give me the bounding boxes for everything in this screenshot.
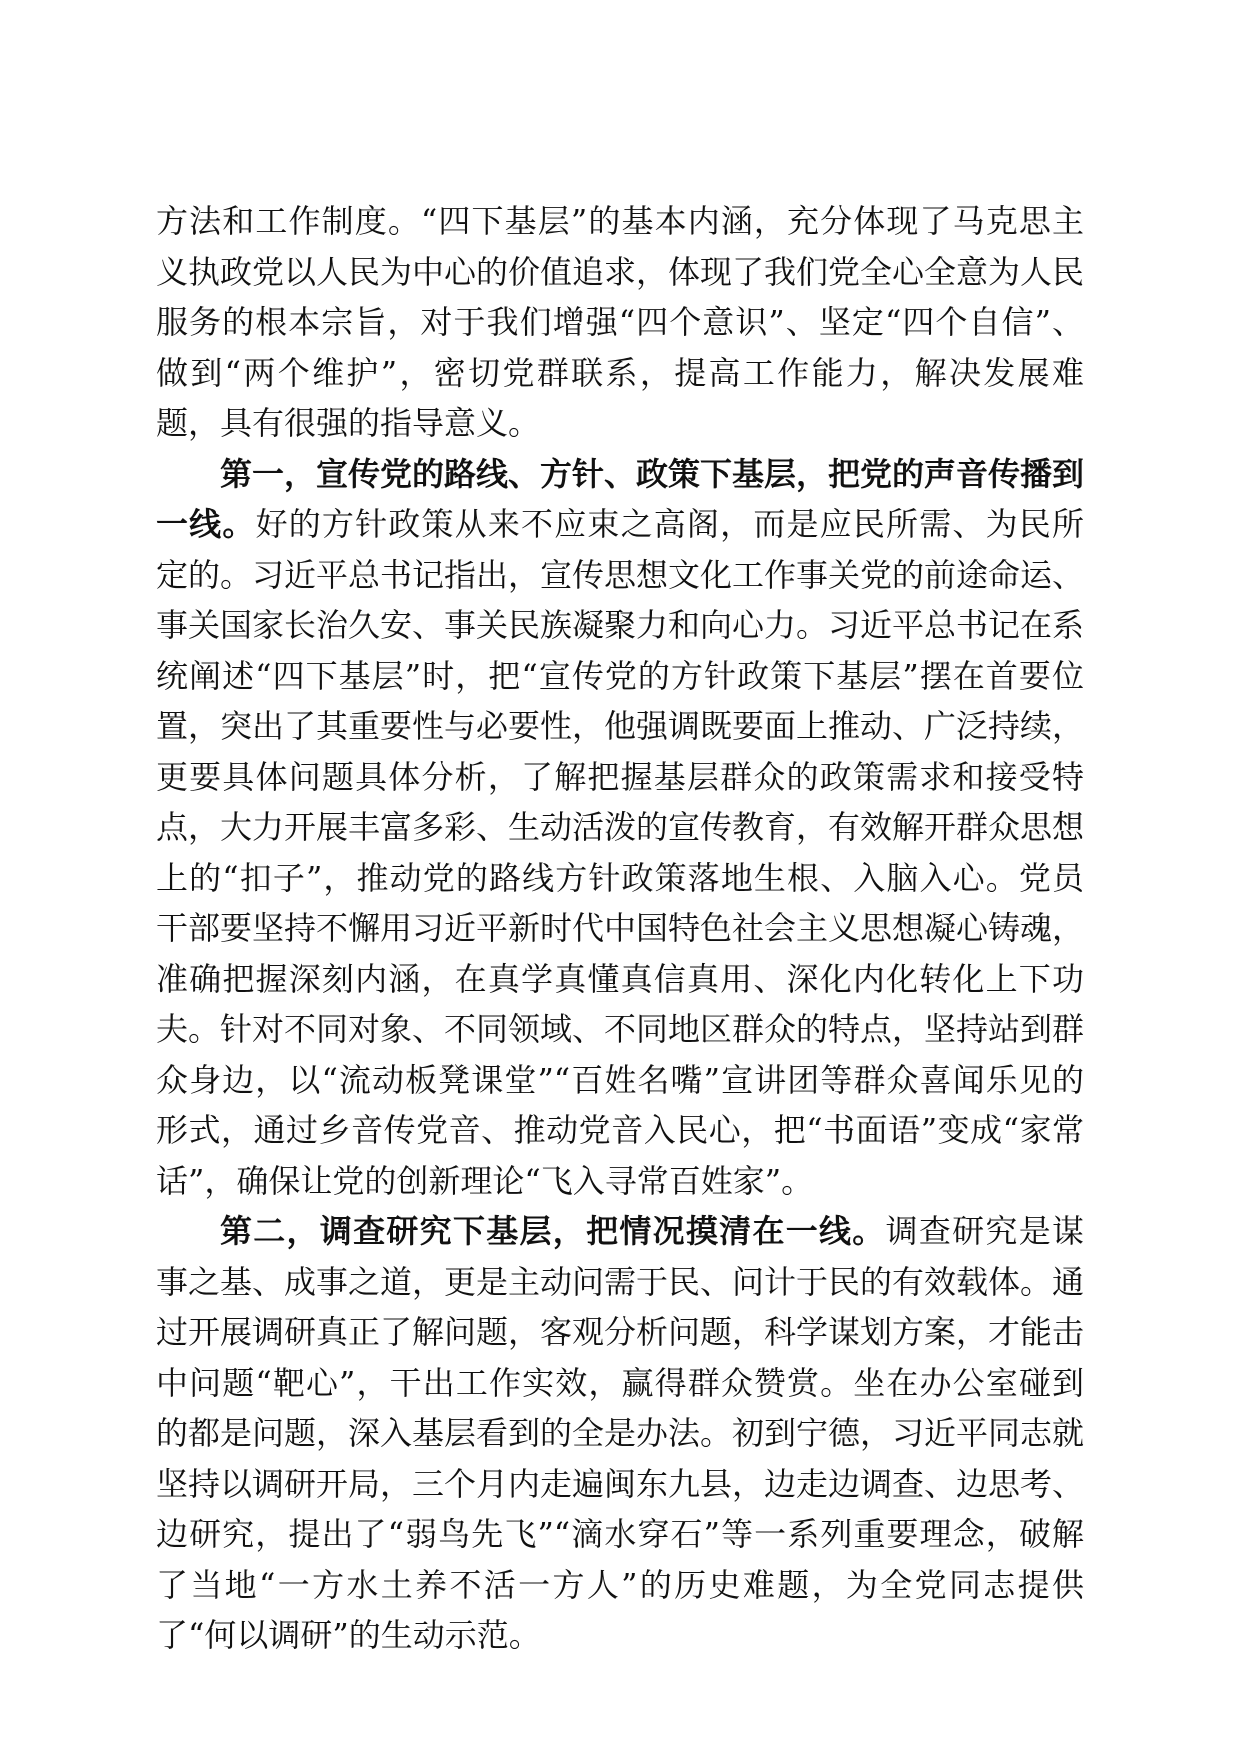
paragraph-second-point-text: 调查研究是谋事之基、成事之道，更是主动问需于民、问计于民的有效载体。通过开展调研真正了解问题，客观分析问题，科学谋划方案，才能击中问题“靶心”，干出工作实效，赢得群众赞赏。坐在办公室碰到的都是问题，深入基层看到的全是办法。初到宁德，习近平同志就坚持以调研开局，三个月内走遍闽东九县，边走边调查、边思考、边研究，提出了“弱鸟先飞”“滴水穿石”等一系列重要理念，破解了当地“一方水土养不活一方人”的历史难题，为全党同志提供了“何以调研”的生动示范。 (156, 1212, 1085, 1654)
paragraph-intro (156, 196, 1084, 449)
paragraph-intro-text: 方法和工作制度。“四下基层”的基本内涵，充分体现了马克思主义执政党以人民为中心的价值追求，体现了我们党全心全意为人民服务的根本宗旨，对于我们增强“四个意识”、坚定“四个自信”、做到“两个维护”，密切党群联系，提高工作能力，解决发展难题，具有很强的指导意义。 (156, 202, 1085, 442)
document-body (156, 196, 1084, 1661)
paragraph-first-point-text: 好的方针政策从来不应束之高阁，而是应民所需、为民所定的。习近平总书记指出，宣传思想文化工作事关党的前途命运、事关国家长治久安、事关民族凝聚力和向心力。习近平总书记在系统阐述“四下基层”时，把“宣传党的方针政策下基层”摆在首要位置，突出了其重要性与必要性，他强调既要面上推动、广泛持续，更要具体问题具体分析，了解把握基层群众的政策需求和接受特点，大力开展丰富多彩、生动活泼的宣传教育，有效解开群众思想上的“扣子”，推动党的路线方针政策落地生根、入脑入心。党员干部要坚持不懈用习近平新时代中国特色社会主义思想凝心铸魂，准确把握深刻内涵，在真学真懂真信真用、深化内化转化上下功夫。针对不同对象、不同领域、不同地区群众的特点，坚持站到群众身边，以“流动板凳课堂”“百姓名嘴”宣讲团等群众喜闻乐见的形式，通过乡音传党音、推动党音入民心，把“书面语”变成“家常话”，确保让党的创新理论“飞入寻常百姓家”。 (156, 505, 1085, 1200)
paragraph-second-point (156, 1206, 1084, 1661)
paragraph-first-point (156, 449, 1084, 1207)
paragraph-second-point-heading: 第二，调查研究下基层，把情况摸清在一线。 (220, 1212, 886, 1250)
paragraph-first-point-heading: 第一，宣传党的路线、方针、政策下基层，把党的声音传播到一线。 (156, 454, 1085, 543)
